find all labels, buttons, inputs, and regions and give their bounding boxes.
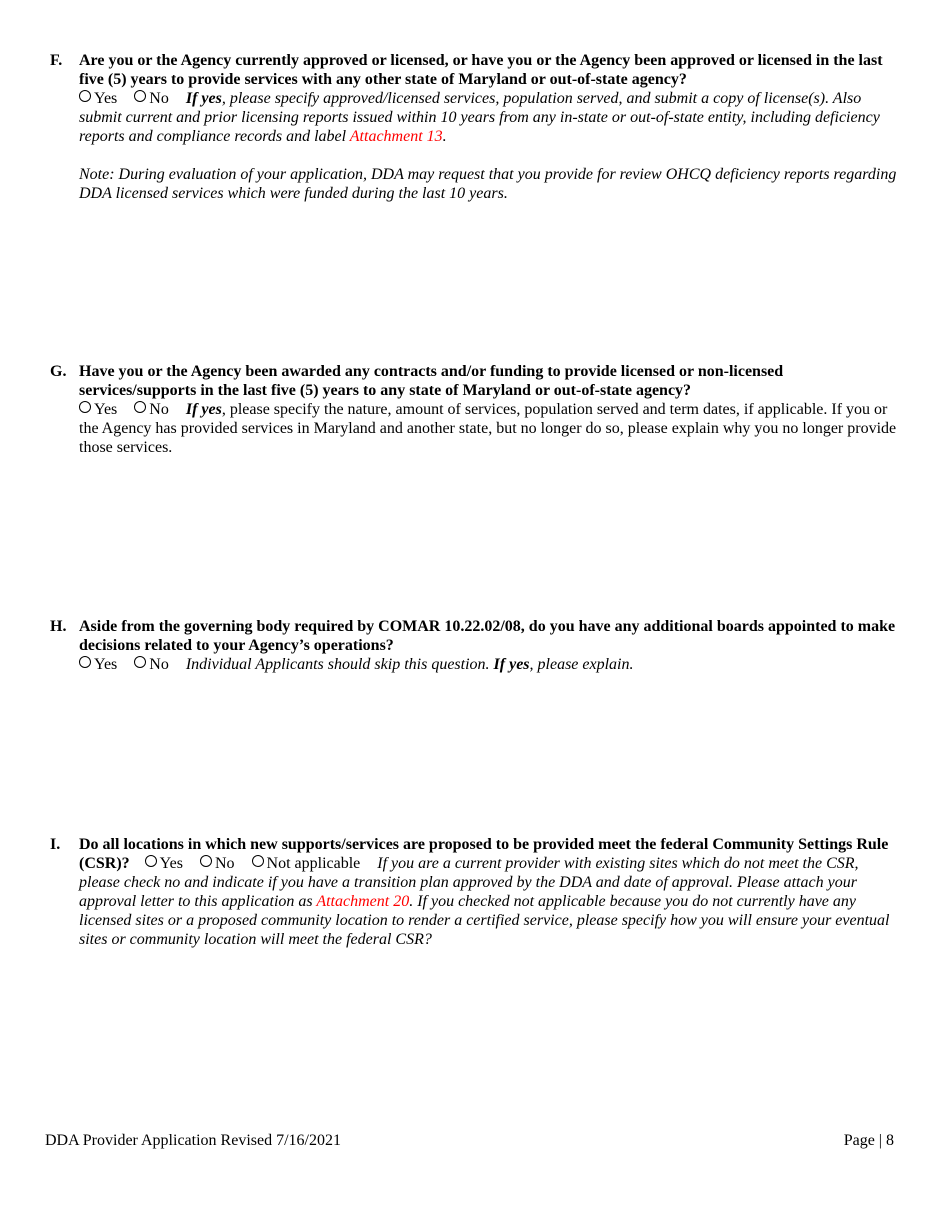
question-letter: G. bbox=[50, 363, 67, 380]
if-yes-label: If yes bbox=[185, 401, 222, 418]
footer-page-number: Page | 8 bbox=[843, 1132, 894, 1149]
question-g bbox=[50, 362, 902, 457]
evaluation-note: Note: During evaluation of your application, DDA may request that you provide for review OHCQ deficiency reports regarding DDA licensed services which were funded during the last 10 years. bbox=[79, 166, 897, 202]
question-letter: H. bbox=[50, 618, 67, 635]
instructions-end: , please explain. bbox=[529, 656, 634, 673]
question-instructions: , please specify approved/licensed services, population served, and submit a copy of license(s). Also submit current and prior licensing reports issued within 10 years from any in-state or out-of-state entity, including deficiency reports and compliance records and label bbox=[79, 90, 880, 145]
instructions-end: . If you checked not applicable because you do not currently have any licensed sites or a proposed community location to render a certified service, please specify how you will ensure your eventual sites or community location will meet the federal CSR? bbox=[79, 893, 890, 948]
question-letter: F. bbox=[50, 52, 63, 69]
radio-circle-icon[interactable] bbox=[79, 656, 91, 668]
not-applicable-option[interactable] bbox=[252, 855, 361, 872]
question-title: Aside from the governing body required by COMAR 10.22.02/08, do you have any additional boards appointed to make decisions related to your Agency’s operations? bbox=[79, 618, 896, 654]
question-i bbox=[50, 835, 902, 949]
question-instructions: , please specify the nature, amount of services, population served and term dates, if applicable. If you or the Agency has provided services in Maryland and another state, but no longer do so, please explain why you no longer provide those services. bbox=[79, 401, 897, 456]
question-instructions: If you are a current provider with existing sites which do not meet the CSR, please check no and indicate if you have a transition plan approved by the DDA and date of approval. Please attach your approval letter to this application as bbox=[79, 855, 859, 910]
yes-option[interactable] bbox=[145, 855, 183, 872]
question-title: Are you or the Agency currently approved or licensed, or have you or the Agency been approved or licensed in the last five (5) years to provide services with any other state of Maryland or out-of-state agency? bbox=[79, 52, 883, 88]
radio-circle-icon[interactable] bbox=[79, 401, 91, 413]
no-label: No bbox=[149, 90, 169, 107]
no-option[interactable] bbox=[200, 855, 235, 872]
radio-circle-icon[interactable] bbox=[79, 90, 91, 102]
not-applicable-label: Not applicable bbox=[266, 855, 361, 872]
question-h bbox=[50, 617, 902, 674]
attachment-reference: Attachment 20 bbox=[316, 893, 410, 910]
question-letter: I. bbox=[50, 836, 61, 853]
radio-circle-icon[interactable] bbox=[200, 855, 212, 867]
yes-label: Yes bbox=[94, 401, 118, 418]
yes-label: Yes bbox=[94, 656, 118, 673]
radio-circle-icon[interactable] bbox=[134, 401, 146, 413]
no-label: No bbox=[214, 855, 235, 872]
no-option[interactable] bbox=[134, 401, 169, 418]
if-yes-label: If yes bbox=[493, 656, 530, 673]
question-title: Do all locations in which new supports/services are proposed to be provided meet the federal Community Settings Rule (CSR)? bbox=[79, 836, 889, 872]
instructions-end: . bbox=[442, 128, 447, 145]
answer-line bbox=[79, 89, 902, 146]
no-option[interactable] bbox=[134, 90, 169, 107]
yes-option[interactable] bbox=[79, 90, 117, 107]
attachment-reference: Attachment 13 bbox=[349, 128, 443, 145]
question-title: Have you or the Agency been awarded any contracts and/or funding to provide licensed or non-licensed services/supports in the last five (5) years to any state of Maryland or out-of-state agency? bbox=[79, 363, 784, 399]
question-f bbox=[50, 51, 902, 203]
answer-line bbox=[79, 400, 902, 457]
no-label: No bbox=[149, 401, 169, 418]
yes-label: Yes bbox=[159, 855, 183, 872]
yes-option[interactable] bbox=[79, 656, 117, 673]
radio-circle-icon[interactable] bbox=[134, 656, 146, 668]
radio-circle-icon[interactable] bbox=[145, 855, 157, 867]
question-body bbox=[79, 835, 902, 949]
radio-circle-icon[interactable] bbox=[134, 90, 146, 102]
no-option[interactable] bbox=[134, 656, 169, 673]
radio-circle-icon[interactable] bbox=[252, 855, 264, 867]
yes-option[interactable] bbox=[79, 401, 117, 418]
question-instructions: Individual Applicants should skip this question. bbox=[185, 656, 494, 673]
answer-line bbox=[79, 655, 902, 674]
if-yes-label: If yes bbox=[185, 90, 222, 107]
yes-label: Yes bbox=[94, 90, 118, 107]
footer-revision: DDA Provider Application Revised 7/16/2021 bbox=[45, 1132, 341, 1149]
no-label: No bbox=[149, 656, 169, 673]
